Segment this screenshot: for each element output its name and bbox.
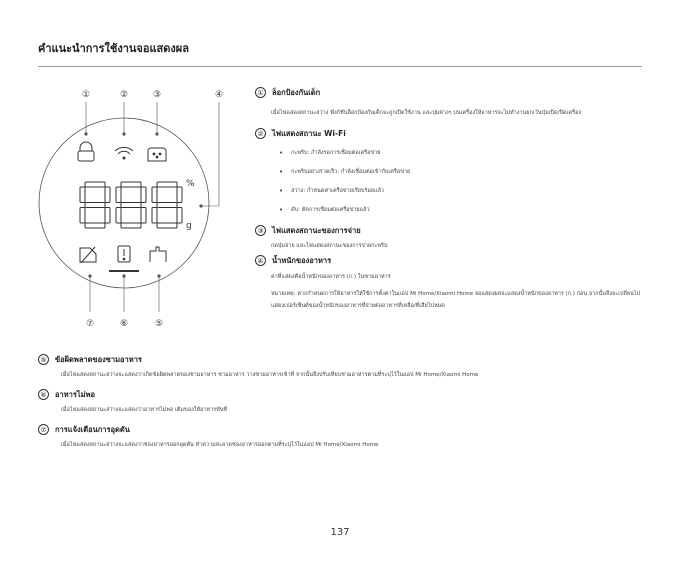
- digit-segment: [85, 223, 105, 228]
- gram-unit: g: [186, 221, 192, 231]
- digit-segment: [177, 187, 182, 203]
- section-heading: ไฟแสดงสถานะ Wi-Fi: [272, 128, 346, 138]
- section-marker: ⑤: [38, 354, 49, 365]
- wifi-status-item: • สว่าง: กำหนดค่าเครือข่ายเรียบร้อยแล้ว: [279, 181, 645, 200]
- section-text: กดปุ่มจ่าย และไฟแสดงสถานะของการจ่ายกะพริบ: [271, 243, 388, 249]
- section-marker: ②: [255, 128, 266, 139]
- digit-segment: [177, 208, 182, 224]
- section-heading: ไฟแสดงสถานะของการจ่าย: [272, 225, 361, 235]
- section-food-weight: [255, 254, 645, 267]
- section-wifi: [255, 127, 645, 140]
- wifi-icon: [115, 147, 133, 159]
- digit-segment: [116, 187, 121, 203]
- section-clog-alert: [38, 423, 648, 436]
- digit-segment: [141, 208, 146, 224]
- section-low-food: [38, 388, 648, 401]
- weight-digits: [80, 182, 182, 228]
- section-note: หมายเหตุ: หากกำหนดการให้อาหารให้ใช้การตั้งค่าในแอป Mi Home/Xiaomi Home จอแสดงผลจะแสดงน้ำหนักของอาหาร (ก.) ก่อน จากนั้นจึงจะเปลี่ยนไปแสดงเปอร์เซ็นต์ของน้ำหนักของอาหารที่จ่ายต่ออาหารที่เหลือ/ที่เสียไปหมด: [271, 291, 641, 309]
- legend-right-column: [255, 86, 645, 312]
- digit-segment: [157, 203, 177, 208]
- legend-lower-sections: [38, 353, 648, 450]
- marker-4: ④: [214, 90, 224, 100]
- title-divider: [38, 66, 642, 67]
- marker-7: ⑦: [85, 319, 95, 329]
- digit-segment: [105, 208, 110, 224]
- digit-segment: [85, 203, 105, 208]
- wifi-status-item: • ดับ: ตัดการเชื่อมต่อเครือข่ายแล้ว: [279, 200, 645, 219]
- clog-alert-icon: [80, 247, 96, 263]
- marker-3: ③: [152, 90, 162, 100]
- display-panel-diagram: [38, 82, 243, 337]
- digit-segment: [116, 208, 121, 224]
- marker-6: ⑥: [119, 319, 129, 329]
- section-heading: ข้อผิดพลาดของชามอาหาร: [55, 354, 142, 364]
- section-text: ค่าที่แสดงคือน้ำหนักของอาหาร (ก.) ในชามอาหาร: [271, 274, 391, 280]
- percent-unit: %: [186, 179, 195, 189]
- section-marker: ④: [255, 255, 266, 266]
- digit-segment: [121, 182, 141, 187]
- page-title: คำแนะนำการใช้งานจอแสดงผล: [38, 42, 189, 55]
- section-heading: การแจ้งเตือนการอุดตัน: [55, 424, 130, 434]
- dispense-icon: [148, 148, 166, 161]
- marker-1: ①: [81, 90, 91, 100]
- child-lock-icon: [78, 142, 94, 161]
- marker-2: ②: [119, 90, 129, 100]
- section-bowl-error: [38, 353, 648, 366]
- section-text: เมื่อไฟแสดงสถานะสว่างจะแสดงว่าเกิดข้อผิดพลาดของชามอาหาร ชามอาหาร วางชามอาหารเข้าที่ จากนั้นจึงปรับเทียบชามอาหารตามที่ระบุไว้ในแอป Mi Home/Xiaomi Home: [61, 372, 479, 378]
- digit-segment: [80, 208, 85, 224]
- section-text: เมื่อไฟแสดงสถานะสว่าง ฟังก์ชันล็อกป้องกันเด็กจะถูกเปิดใช้งาน และปุ่มต่างๆ บนเครื่องให้อาหารจะไม่ทำงานยกเว้นปุ่มเปิด/ปิดเครื่อง: [271, 110, 582, 116]
- section-marker: ③: [255, 225, 266, 236]
- digit-segment: [157, 223, 177, 228]
- digit-segment: [121, 203, 141, 208]
- digit-segment: [152, 208, 157, 224]
- section-text: เมื่อไฟแสดงสถานะสว่างจะแสดงว่าช่องอาหารออกอุดตัน ทำความสะอาดช่องอาหารออกตามที่ระบุไว้ในแอป Mi Home/Xiaomi Home: [61, 442, 379, 448]
- section-marker: ⑦: [38, 424, 49, 435]
- page-number: 137: [330, 527, 350, 538]
- digit-segment: [121, 223, 141, 228]
- bowl-error-icon: [150, 247, 166, 262]
- section-heading: น้ำหนักของอาหาร: [272, 255, 332, 265]
- digit-segment: [157, 182, 177, 187]
- wifi-status-item: • กะพริบอย่างรวดเร็ว: กำลังเชื่อมต่อเข้ากับเครือข่าย: [279, 162, 645, 181]
- section-child-lock: [255, 86, 645, 109]
- digit-segment: [85, 182, 105, 187]
- digit-segment: [105, 187, 110, 203]
- section-dispense: [255, 224, 645, 237]
- section-heading: ล็อกป้องกันเด็ก: [272, 87, 321, 97]
- section-marker: ⑥: [38, 389, 49, 400]
- marker-5: ⑤: [154, 319, 164, 329]
- digit-segment: [80, 187, 85, 203]
- low-food-icon: [118, 246, 130, 262]
- section-text: เมื่อไฟแสดงสถานะสว่างจะแสดงว่าอาหารไม่พอ เติมของให้อาหารทันที: [61, 407, 228, 413]
- wifi-status-item: • กะพริบ: กำลังรอการเชื่อมต่อเครือข่าย: [279, 143, 645, 162]
- section-heading: อาหารไม่พอ: [55, 389, 96, 399]
- digit-segment: [152, 187, 157, 203]
- digit-segment: [141, 187, 146, 203]
- section-marker: ①: [255, 87, 266, 98]
